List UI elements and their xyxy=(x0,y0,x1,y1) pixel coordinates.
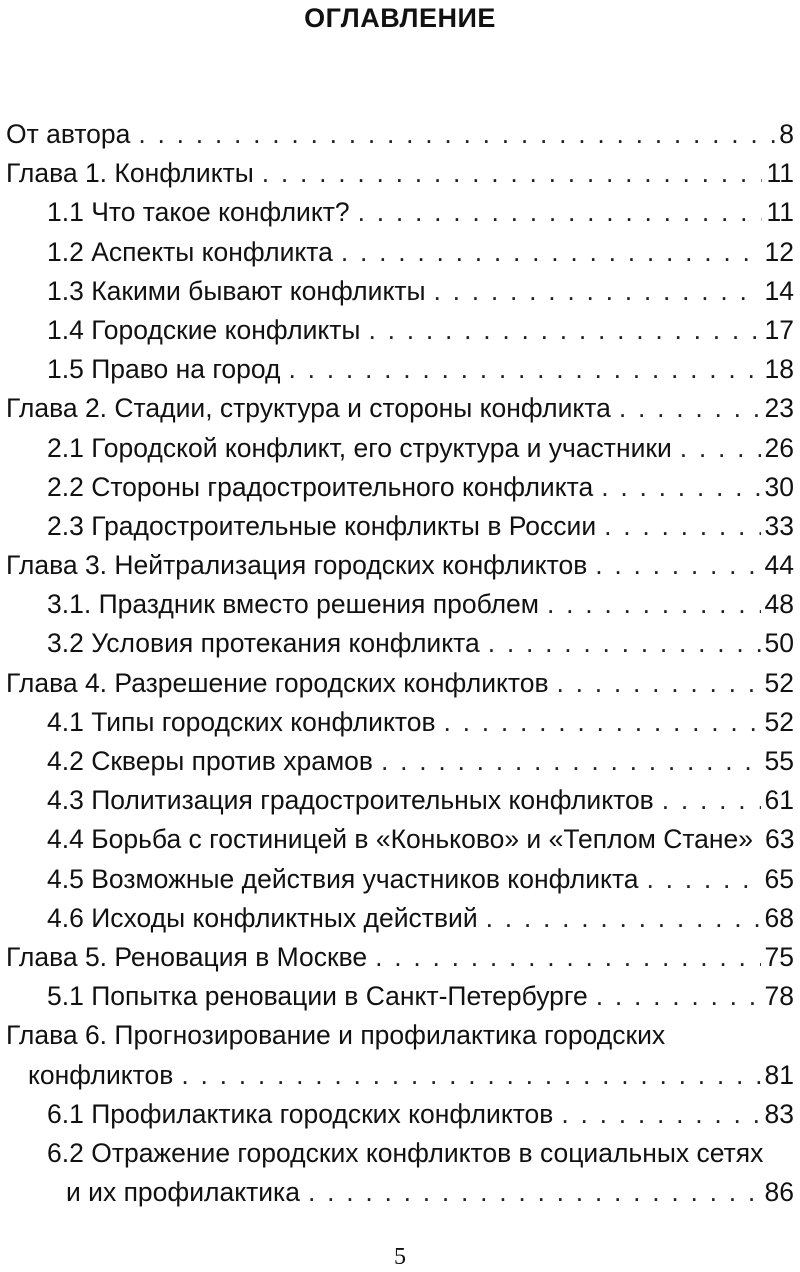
toc-page-number: 68 xyxy=(764,902,794,933)
toc-entry-title: Глава 4. Разрешение городских конфликтов xyxy=(6,667,549,698)
dot-leader xyxy=(308,1173,761,1212)
page-number: 5 xyxy=(394,1244,406,1270)
dot-leader xyxy=(434,272,761,311)
toc-page-number: 83 xyxy=(764,1098,794,1129)
toc-entry[interactable] xyxy=(0,820,800,859)
toc-entry[interactable] xyxy=(0,938,800,977)
dot-leader xyxy=(488,624,761,663)
toc-entry[interactable] xyxy=(0,1095,800,1134)
dot-leader xyxy=(368,311,760,350)
dot-leader xyxy=(547,585,761,624)
toc-page-number: 30 xyxy=(764,471,794,502)
toc-entry-title: 3.2 Условия протекания конфликта xyxy=(47,628,480,659)
dot-leader xyxy=(601,468,760,507)
toc-entry[interactable] xyxy=(0,311,800,350)
toc-entry-title: 1.5 Право на город xyxy=(47,354,281,385)
toc-entry[interactable] xyxy=(0,115,800,154)
toc-entry[interactable] xyxy=(0,429,800,468)
toc-entry-title: 4.5 Возможные действия участников конфликта xyxy=(47,863,639,894)
toc-entry-title: конфликтов xyxy=(28,1059,174,1090)
dot-leader xyxy=(557,664,761,703)
dot-leader xyxy=(595,546,760,585)
toc-entry[interactable] xyxy=(0,1173,800,1212)
toc-entry-title: 3.1. Праздник вместо решения проблем xyxy=(47,589,539,620)
dot-leader xyxy=(289,350,761,389)
toc-page-number: 44 xyxy=(764,550,794,581)
toc-entry-title: 1.1 Что такое конфликт? xyxy=(47,197,350,228)
toc-entry[interactable] xyxy=(0,1016,800,1055)
toc-page-number: 11 xyxy=(766,197,794,228)
toc-entry-title: 4.4 Борьба с гостиницей в «Коньково» и «Теплом Стане» xyxy=(47,824,754,855)
page-title: ОГЛАВЛЕНИЕ xyxy=(304,3,496,33)
toc-page-number: 17 xyxy=(764,314,794,345)
toc-entry[interactable] xyxy=(0,272,800,311)
toc-entry-title: 1.3 Какими бывают конфликты xyxy=(47,275,426,306)
dot-leader xyxy=(561,1095,760,1134)
toc-entry[interactable] xyxy=(0,468,800,507)
toc-page-number: 52 xyxy=(764,706,794,737)
dot-leader xyxy=(375,938,760,977)
dot-leader xyxy=(680,429,761,468)
toc-entry-title: 6.1 Профилактика городских конфликтов xyxy=(47,1098,554,1129)
toc-entry[interactable] xyxy=(0,899,800,938)
toc-page-number: 63 xyxy=(765,824,795,855)
toc-page-number: 86 xyxy=(764,1177,794,1208)
toc-entry[interactable] xyxy=(0,546,800,585)
toc-entry-title: 4.2 Скверы против храмов xyxy=(47,746,373,776)
toc-page-number: 11 xyxy=(766,158,794,189)
table-of-contents xyxy=(0,115,800,1212)
toc-page-number: 12 xyxy=(764,236,794,267)
toc-page-number: 81 xyxy=(764,1059,794,1090)
dot-leader xyxy=(647,860,761,899)
dot-leader xyxy=(341,233,761,272)
toc-entry[interactable] xyxy=(0,1134,800,1173)
toc-entry[interactable] xyxy=(0,860,800,899)
toc-page-number: 8 xyxy=(779,119,794,149)
dot-leader xyxy=(358,193,763,232)
dot-leader xyxy=(619,389,761,428)
dot-leader xyxy=(604,507,760,546)
toc-page-number: 65 xyxy=(764,863,794,894)
toc-entry[interactable] xyxy=(0,233,800,272)
toc-entry-title: Глава 6. Прогнозирование и профилактика городских xyxy=(6,1020,666,1051)
toc-entry[interactable] xyxy=(0,389,800,428)
toc-entry-title: 4.1 Типы городских конфликтов xyxy=(47,706,436,737)
toc-entry[interactable] xyxy=(0,350,800,389)
toc-entry-title: и их профилактика xyxy=(66,1177,300,1208)
toc-page-number: 26 xyxy=(764,432,794,463)
toc-entry-title: 4.3 Политизация градостроительных конфликтов xyxy=(47,785,654,816)
toc-entry[interactable] xyxy=(0,664,800,703)
toc-entry-title: 1.4 Городские конфликты xyxy=(47,314,361,345)
dot-leader xyxy=(181,1056,760,1095)
dot-leader xyxy=(444,703,761,742)
toc-page-number: 18 xyxy=(764,354,794,385)
toc-entry[interactable] xyxy=(0,977,800,1016)
toc-entry-title: Глава 2. Стадии, структура и стороны конфликта xyxy=(6,393,611,424)
toc-entry[interactable] xyxy=(0,193,800,232)
toc-page-number: 50 xyxy=(764,628,794,659)
dot-leader xyxy=(596,977,761,1016)
dot-leader xyxy=(662,781,761,820)
toc-page-number: 61 xyxy=(764,785,794,816)
toc-entry-title: 2.3 Градостроительные конфликты в России xyxy=(47,510,597,541)
toc-entry[interactable] xyxy=(0,624,800,663)
toc-entry[interactable] xyxy=(0,781,800,820)
toc-entry[interactable] xyxy=(0,154,800,193)
toc-page-number: 75 xyxy=(764,941,794,972)
toc-entry-title: 5.1 Попытка реновации в Санкт-Петербурге xyxy=(47,981,588,1012)
toc-entry-title: 2.1 Городской конфликт, его структура и участники xyxy=(47,432,672,463)
toc-page-number: 48 xyxy=(764,589,794,620)
toc-entry[interactable] xyxy=(0,1056,800,1095)
toc-entry-title: Глава 5. Реновация в Москве xyxy=(6,941,368,972)
toc-entry[interactable] xyxy=(0,703,800,742)
toc-entry[interactable] xyxy=(0,742,800,781)
toc-entry[interactable] xyxy=(0,507,800,546)
toc-entry-title: 1.2 Аспекты конфликта xyxy=(47,236,333,267)
dot-leader xyxy=(262,154,763,193)
toc-page-number: 52 xyxy=(764,667,794,698)
dot-leader xyxy=(486,899,761,938)
toc-entry-title: 6.2 Отражение городских конфликтов в социальных сетях xyxy=(47,1137,764,1168)
toc-entry-title: Глава 1. Конфликты xyxy=(6,158,254,189)
toc-page-number: 33 xyxy=(764,510,794,541)
toc-page-number: 23 xyxy=(764,393,794,424)
dot-leader xyxy=(138,115,775,154)
toc-entry-title: 4.6 Исходы конфликтных действий xyxy=(47,902,478,933)
toc-page-number: 14 xyxy=(764,275,794,306)
toc-page-number: 55 xyxy=(764,746,794,776)
toc-page-number: 78 xyxy=(764,981,794,1012)
toc-entry-title: Глава 3. Нейтрализация городских конфликтов xyxy=(6,550,588,581)
toc-entry[interactable] xyxy=(0,585,800,624)
toc-entry-title: От автора xyxy=(6,119,131,149)
toc-entry-title: 2.2 Стороны градостроительного конфликта xyxy=(47,471,594,502)
dot-leader xyxy=(381,742,761,781)
